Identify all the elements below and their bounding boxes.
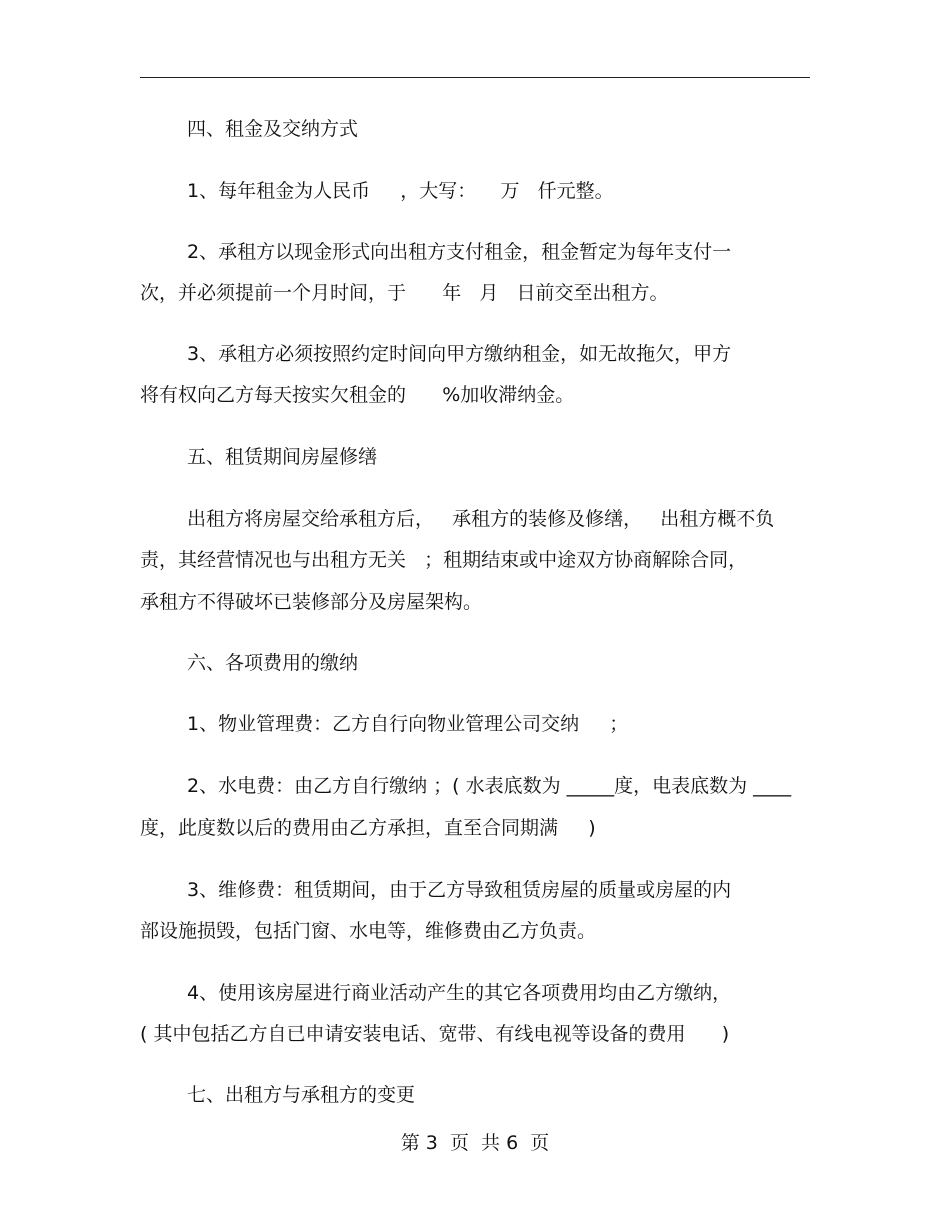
page-number-footer: 第 3 页 共 6 页 — [400, 1132, 550, 1154]
clause-6-2-line-2: 度，此度数以后的费用由乙方承担，直至合同期满 ) — [140, 817, 596, 839]
section-7-heading: 七、出租方与承租方的变更 — [187, 1084, 416, 1106]
clause-6-4-line-1: 4、使用该房屋进行商业活动产生的其它各项费用均由乙方缴纳， — [187, 982, 732, 1004]
clause-4-2-line-1: 2、承租方以现金形式向出租方支付租金，租金暂定为每年支付一 — [187, 241, 732, 263]
clause-6-4-line-2: ( 其中包括乙方自已申请安装电话、宽带、有线电视等设备的费用 ) — [140, 1023, 730, 1045]
header-rule — [140, 77, 810, 78]
clause-4-3-line-2: 将有权向乙方每天按实欠租金的 %加收滞纳金。 — [140, 384, 575, 406]
section-4-heading: 四、租金及交纳方式 — [187, 118, 359, 140]
clause-4-1: 1、每年租金为人民币 ，大写： 万 仟元整。 — [187, 180, 614, 202]
clause-6-2-line-1: 2、水电费：由乙方自行缴纳 ；( 水表底数为 _____度，电表底数为 ____ — [187, 775, 792, 797]
clause-6-3-line-2: 部设施损毁，包括门窗、水电等，维修费由乙方负责。 — [140, 920, 597, 942]
section-5-para-line-2: 责，其经营情况也与出租方无关 ；租期结束或中途双方协商解除合同， — [140, 549, 748, 571]
clause-4-3-line-1: 3、承租方必须按照约定时间向甲方缴纳租金，如无故拖欠，甲方 — [187, 343, 732, 365]
clause-6-3-line-1: 3、维修费：租赁期间，由于乙方导致租赁房屋的质量或房屋的内 — [187, 879, 732, 901]
section-5-para-line-1: 出租方将房屋交给承租方后， 承租方的装修及修缮， 出租方概不负 — [187, 508, 775, 530]
section-5-para-line-3: 承租方不得破坏已装修部分及房屋架构。 — [140, 591, 483, 613]
clause-4-2-line-2: 次，并必须提前一个月时间，于 年 月 日前交至出租方。 — [140, 282, 669, 304]
section-5-heading: 五、租赁期间房屋修缮 — [187, 446, 378, 468]
section-6-heading: 六、各项费用的缴纳 — [187, 652, 359, 674]
clause-6-1: 1、物业管理费：乙方自行向物业管理公司交纳 ； — [187, 713, 629, 735]
